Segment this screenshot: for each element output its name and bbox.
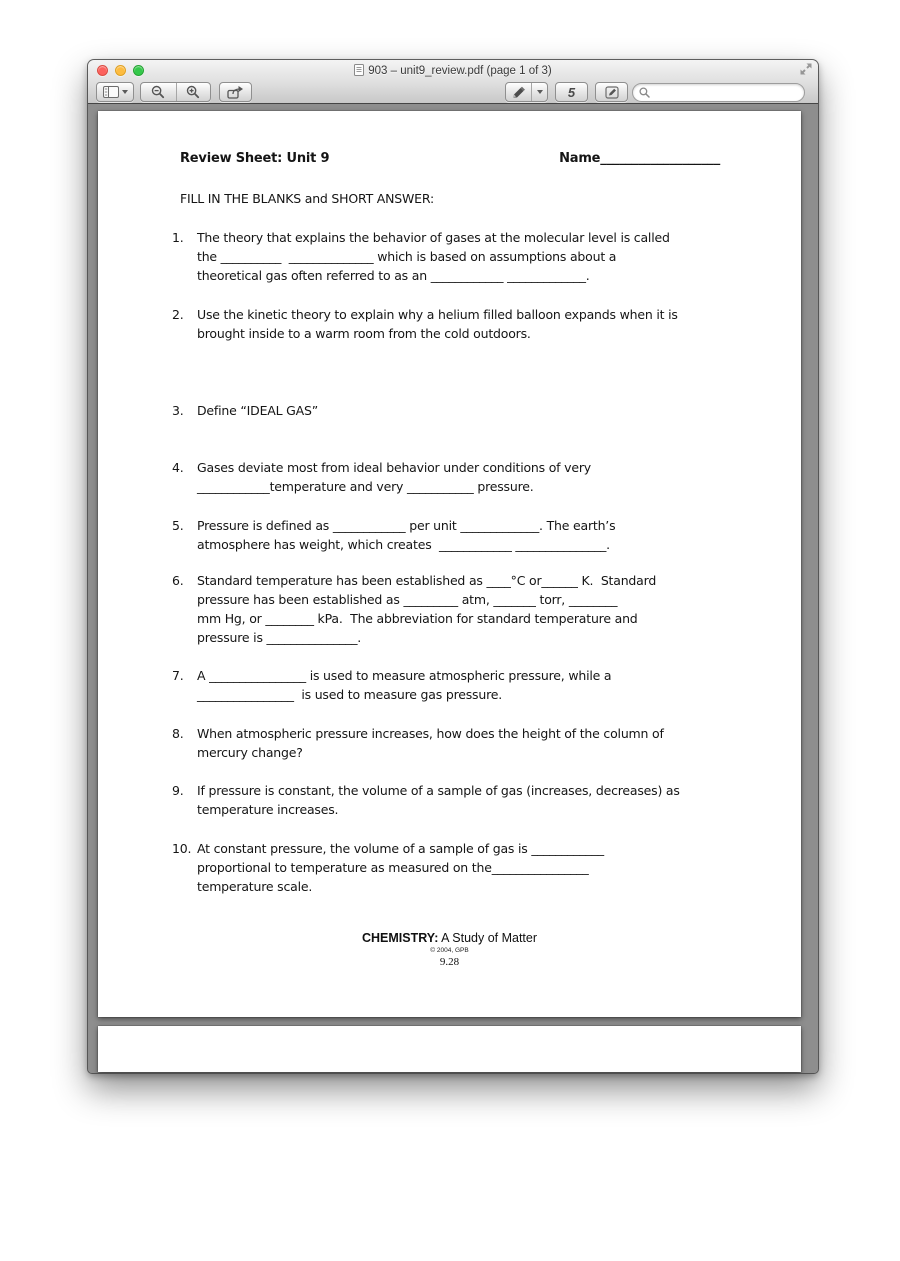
question-7 [172,666,801,704]
toolbar [88,81,818,104]
question-line: When atmospheric pressure increases, how does the height of the column of [197,726,664,741]
preview-window [88,60,818,1073]
name-field-label: Name___________________ [559,151,720,166]
question-5 [172,516,801,554]
document-icon [354,64,364,76]
question-1 [172,228,801,285]
copyright-line: © 2004, GPB [430,947,469,954]
question-line: If pressure is constant, the volume of a sample of gas (increases, decreases) as [197,783,680,798]
question-line: mm Hg, or ________ kPa. The abbreviation for standard temperature and [197,611,638,626]
question-line: pressure has been established as _________ atm, _______ torr, ________ [197,592,618,607]
question-line: temperature scale. [197,879,313,894]
edit-button[interactable] [595,82,628,102]
pdf-scroll-area[interactable] [88,105,818,1073]
series-title-bold: CHEMISTRY: [361,931,439,945]
question-line: pressure is _______________. [197,630,362,645]
question-line: ________________ is used to measure gas pressure. [197,687,502,702]
sidebar-icon [103,86,119,98]
question-line: brought inside to a warm room from the cold outdoors. [197,326,531,341]
signature-button[interactable] [555,82,588,102]
pdf-page-2-preview [98,1026,801,1072]
question-number: 3. [172,403,184,418]
chevron-down-icon [122,90,128,94]
page-code: 9.28 [439,956,460,968]
window-titlebar[interactable] [88,60,818,81]
traffic-lights [97,65,144,76]
question-3 [172,401,801,420]
question-4 [172,458,801,496]
question-line: Use the kinetic theory to explain why a helium filled balloon expands when it is [197,307,678,322]
chevron-down-icon [537,90,543,94]
question-number: 5. [172,518,184,533]
page-title: Review Sheet: Unit 9 [180,151,330,166]
question-line: ____________temperature and very ___________ pressure. [197,479,534,494]
question-8 [172,724,801,762]
close-button[interactable] [97,65,108,76]
question-line: mercury change? [197,745,303,760]
window-title-text: 903 – unit9_review.pdf (page 1 of 3) [368,65,552,77]
minimize-button[interactable] [115,65,126,76]
question-2 [172,305,801,343]
worksheet-header [180,149,720,168]
question-line: the __________ ______________ which is based on assumptions about a [197,249,617,264]
series-title-rest: A Study of Matter [438,931,538,945]
question-number: 10. [172,841,192,856]
markup-button[interactable] [506,83,531,101]
question-9 [172,781,801,819]
markup-dropdown-button[interactable] [531,83,547,101]
question-number: 2. [172,307,184,322]
signature-icon: 5 [567,84,576,100]
question-line: proportional to temperature as measured on the________________ [197,860,589,875]
section-heading: FILL IN THE BLANKS and SHORT ANSWER: [180,191,434,206]
zoom-out-icon [151,85,165,99]
window-title [148,64,758,77]
search-icon [639,87,650,98]
sidebar-toggle-button[interactable] [96,82,134,102]
question-line: At constant pressure, the volume of a sample of gas is ____________ [197,841,604,856]
question-line: temperature increases. [197,802,339,817]
zoom-in-button[interactable] [176,83,211,101]
zoom-in-icon [186,85,200,99]
question-line: theoretical gas often referred to as an ____________ _____________. [197,268,590,283]
worksheet [98,111,801,1017]
series-title [98,931,801,945]
search-field [632,83,805,102]
question-number: 1. [172,230,184,245]
window-chrome [88,60,818,104]
question-6 [172,571,801,647]
question-number: 8. [172,726,184,741]
question-number: 4. [172,460,184,475]
doc-footer [98,931,801,968]
question-line: atmosphere has weight, which creates ____________ _______________. [197,537,610,552]
question-number: 9. [172,783,184,798]
marker-pen-icon [511,86,526,99]
zoom-segmented-control [140,82,211,102]
question-number: 7. [172,668,184,683]
search-input[interactable] [650,85,804,100]
question-10 [172,839,801,896]
markup-segmented-control [505,82,548,102]
question-line: Standard temperature has been established as ____°C or______ K. Standard [197,573,657,588]
question-line: The theory that explains the behavior of gases at the molecular level is called [197,230,670,245]
edit-pencil-icon [605,86,619,99]
zoom-out-button[interactable] [141,83,176,101]
share-button[interactable] [219,82,252,102]
question-line: A ________________ is used to measure atmospheric pressure, while a [197,668,612,683]
fullscreen-icon[interactable] [800,63,812,75]
question-line: Define “IDEAL GAS” [197,403,318,418]
share-icon [227,85,244,99]
question-line: Pressure is defined as ____________ per unit _____________. The earth’s [197,518,616,533]
zoom-button[interactable] [133,65,144,76]
question-number: 6. [172,573,184,588]
pdf-page-1 [98,111,801,1017]
question-line: Gases deviate most from ideal behavior under conditions of very [197,460,591,475]
